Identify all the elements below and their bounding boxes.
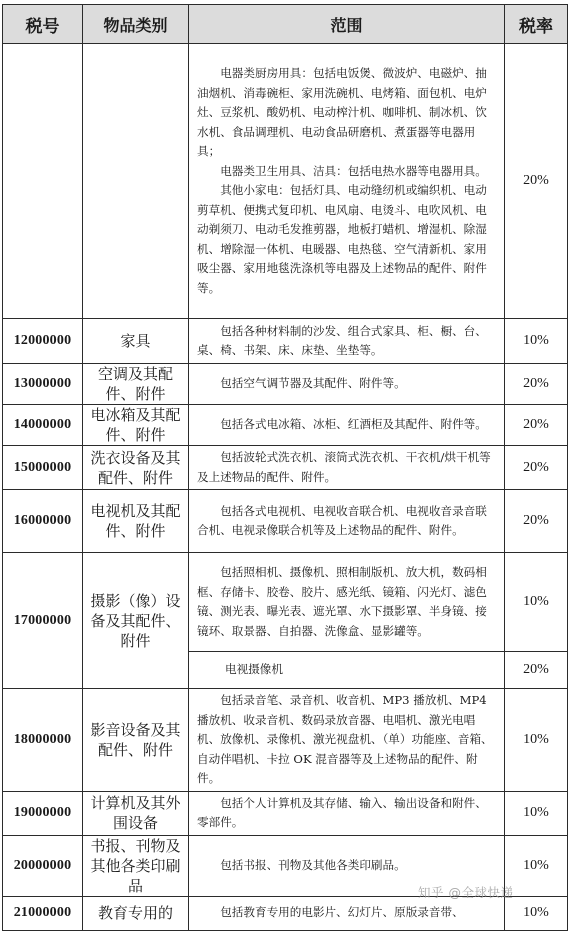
tax-code-cell: 16000000 — [3, 490, 83, 553]
table-row — [3, 319, 568, 364]
category-cell: 书报、刊物及其他各类印刷品 — [83, 835, 189, 896]
tax-code-cell: 13000000 — [3, 364, 83, 405]
table-row — [3, 446, 568, 490]
scope-cell — [189, 490, 505, 553]
scope-paragraph: 包括书报、刊物及其他各类印刷品。 — [220, 857, 406, 872]
tax-code-cell: 12000000 — [3, 319, 83, 364]
tax-rate-cell: 10% — [505, 553, 568, 652]
tax-rate-table — [2, 4, 568, 931]
tax-code-cell: 17000000 — [3, 553, 83, 689]
table-row — [3, 405, 568, 446]
header-category: 物品类别 — [83, 5, 189, 44]
scope-paragraph: 其他小家电：包括灯具、电动缝纫机或编织机、电动剪草机、便携式复印机、电风扇、电烫斗、电吹风机、电动剃须刀、电动毛发推剪器，地板打蜡机、增湿机、除湿机、增除湿一体机、电暖器、电热毯、空气清新机、家用吸尘器、家用地毯洗涤机等电器及上述物品的配件、附件等。 — [197, 183, 487, 295]
table-row — [3, 791, 568, 835]
tax-rate-cell: 20% — [505, 364, 568, 405]
scope-paragraph: 电器类厨房用具：包括电饭煲、微波炉、电磁炉、抽油烟机、消毒碗柜、家用洗碗机、电烤箱、面包机、电炉灶、豆浆机、酸奶机、电动榨汁机、咖啡机、制冰机、饮水机、食品调理机、电动食品研磨机、煮蛋器等电器用具； — [197, 66, 487, 158]
table-header-row — [3, 5, 568, 44]
category-cell: 影音设备及其配件、附件 — [83, 689, 189, 792]
scope-paragraph: 包括照相机、摄像机、照相制版机、放大机，数码相框、存储卡、胶卷、胶片、感光纸、镜箱、闪光灯、滤色镜、测光表、曝光表、遮光罩、水下摄影罩、半身镜、接镜环、取景器、自拍器、洗像盒、显影罐等。 — [197, 565, 487, 638]
table-row — [3, 896, 568, 930]
tax-code-cell: 18000000 — [3, 689, 83, 792]
scope-cell — [189, 405, 505, 446]
category-cell: 计算机及其外围设备 — [83, 791, 189, 835]
tax-rate-cell: 20% — [505, 490, 568, 553]
tax-rate-cell: 10% — [505, 791, 568, 835]
scope-cell — [189, 364, 505, 405]
scope-paragraph: 包括录音笔、录音机、收音机、MP3 播放机、MP4 播放机、收录音机、数码录放音器、电唱机、激光电唱机、放像机、录像机、激光视盘机、（单）功能座、音箱、自动伴唱机、卡拉 OK 混音器等及上述物品的配件、附件。 — [197, 693, 493, 785]
tax-rate-cell: 20% — [505, 446, 568, 490]
scope-paragraph: 包括波轮式洗衣机、滚筒式洗衣机、干衣机/烘干机等及上述物品的配件、附件。 — [197, 450, 491, 484]
tax-code-cell: 19000000 — [3, 791, 83, 835]
category-cell: 摄影（像）设备及其配件、附件 — [83, 553, 189, 689]
category-cell — [83, 44, 189, 319]
header-scope: 范围 — [189, 5, 505, 44]
category-cell: 家具 — [83, 319, 189, 364]
scope-paragraph: 包括个人计算机及其存储、输入、输出设备和附件、零部件。 — [197, 795, 487, 829]
scope-cell — [189, 44, 505, 319]
tax-code-cell: 14000000 — [3, 405, 83, 446]
scope-cell — [189, 319, 505, 364]
category-cell: 空调及其配件、附件 — [83, 364, 189, 405]
scope-cell — [189, 446, 505, 490]
table-row — [3, 44, 568, 319]
category-cell: 电冰箱及其配件、附件 — [83, 405, 189, 446]
tax-rate-cell: 20% — [505, 405, 568, 446]
category-cell: 电视机及其配件、附件 — [83, 490, 189, 553]
table-body — [3, 44, 568, 931]
scope-paragraph: 电器类卫生用具、洁具：包括电热水器等电器用具。 — [220, 163, 487, 178]
tax-rate-cell: 10% — [505, 689, 568, 792]
table-row — [3, 689, 568, 792]
tax-rate-cell: 20% — [505, 44, 568, 319]
tax-code-cell: 21000000 — [3, 896, 83, 930]
scope-paragraph: 包括教育专用的电影片、幻灯片、原版录音带、 — [220, 905, 464, 920]
scope-cell — [189, 652, 505, 689]
table-row — [3, 364, 568, 405]
scope-cell — [189, 791, 505, 835]
tax-rate-cell: 20% — [505, 652, 568, 689]
scope-paragraph: 包括空气调节器及其配件、附件等。 — [220, 376, 406, 391]
scope-cell — [189, 689, 505, 792]
table-row — [3, 490, 568, 553]
tax-rate-cell: 10% — [505, 896, 568, 930]
scope-cell — [189, 896, 505, 930]
tax-code-cell — [3, 44, 83, 319]
scope-paragraph: 电视摄像机 — [225, 662, 283, 677]
watermark: 知乎 @全球快递 — [418, 885, 514, 900]
category-cell: 洗衣设备及其配件、附件 — [83, 446, 189, 490]
scope-paragraph: 包括各式电冰箱、冰柜、红酒柜及其配件、附件等。 — [220, 417, 487, 432]
scope-paragraph: 包括各种材料制的沙发、组合式家具、柜、橱、台、桌、椅、书架、床、床垫、坐垫等。 — [197, 323, 487, 357]
tax-code-cell: 15000000 — [3, 446, 83, 490]
header-tax-rate: 税率 — [505, 5, 568, 44]
table-row — [3, 553, 568, 652]
scope-paragraph: 包括各式电视机、电视收音联合机、电视收音录音联合机、电视录像联合机等及上述物品的配件、附件。 — [197, 503, 487, 537]
category-cell: 教育专用的 — [83, 896, 189, 930]
tax-rate-cell: 10% — [505, 319, 568, 364]
tax-code-cell: 20000000 — [3, 835, 83, 896]
header-tax-code: 税号 — [3, 5, 83, 44]
tax-rate-cell: 10% — [505, 835, 568, 896]
scope-cell — [189, 553, 505, 652]
